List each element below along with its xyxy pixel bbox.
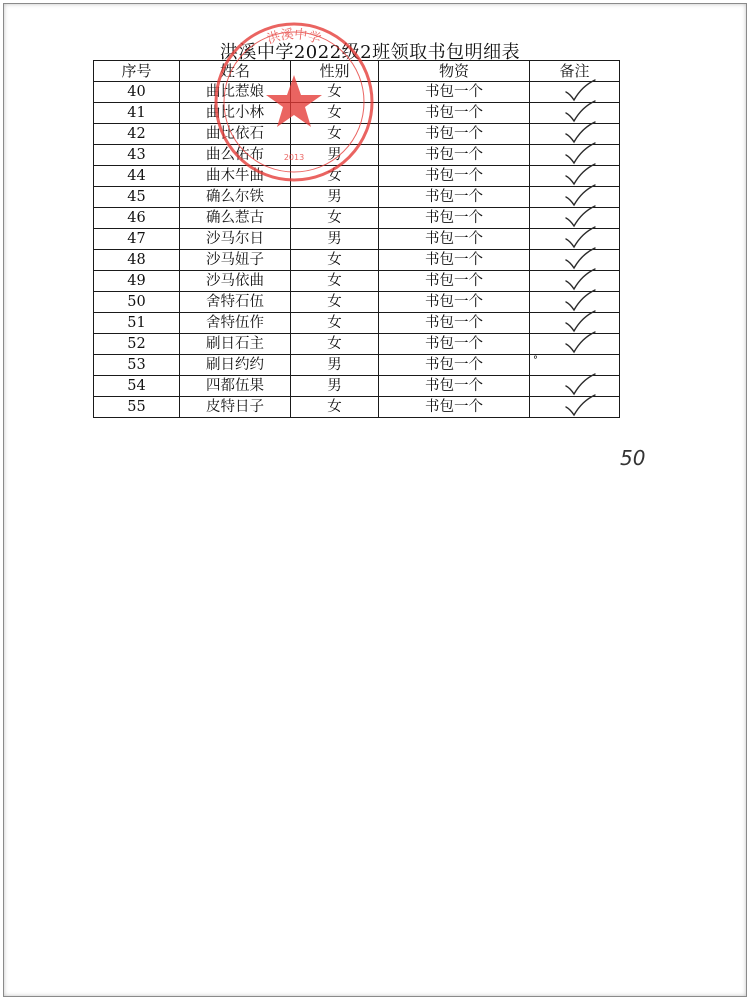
cell-sex: 男 xyxy=(291,376,379,397)
cell-sex: 女 xyxy=(291,292,379,313)
cell-sex: 女 xyxy=(291,208,379,229)
table-row xyxy=(94,376,620,397)
cell-no: 45 xyxy=(94,187,180,208)
cell-no: 40 xyxy=(94,82,180,103)
header-name: 姓名 xyxy=(180,61,291,82)
cell-item: 书包一个 xyxy=(379,250,530,271)
cell-note xyxy=(530,334,620,355)
table-row xyxy=(94,187,620,208)
header-no: 序号 xyxy=(94,61,180,82)
header-item: 物资 xyxy=(379,61,530,82)
table-row xyxy=(94,397,620,418)
handwritten-total: 50 xyxy=(620,446,646,470)
cell-no: 42 xyxy=(94,124,180,145)
table-row xyxy=(94,229,620,250)
cell-sex: 女 xyxy=(291,313,379,334)
cell-item: 书包一个 xyxy=(379,124,530,145)
cell-name: 曲木牛曲 xyxy=(180,166,291,187)
cell-no: 50 xyxy=(94,292,180,313)
cell-name: 曲比依石 xyxy=(180,124,291,145)
cell-no: 54 xyxy=(94,376,180,397)
cell-no: 48 xyxy=(94,250,180,271)
cell-item: 书包一个 xyxy=(379,187,530,208)
svg-text:洪溪中学 xyxy=(265,26,323,47)
cell-sex: 男 xyxy=(291,355,379,376)
cell-no: 41 xyxy=(94,103,180,124)
cell-name: 皮特日子 xyxy=(180,397,291,418)
table-row xyxy=(94,250,620,271)
table-row xyxy=(94,334,620,355)
check-mark-icon xyxy=(564,393,596,419)
cell-item: 书包一个 xyxy=(379,397,530,418)
dot-mark-icon: ° xyxy=(533,355,538,366)
cell-name: 沙马妞子 xyxy=(180,250,291,271)
cell-item: 书包一个 xyxy=(379,334,530,355)
cell-no: 44 xyxy=(94,166,180,187)
seal-text: 洪溪中学 xyxy=(265,27,323,48)
cell-item: 书包一个 xyxy=(379,145,530,166)
seal-year: 2013 xyxy=(283,153,305,162)
cell-sex: 女 xyxy=(291,103,379,124)
cell-name: 四都伍果 xyxy=(180,376,291,397)
cell-no: 49 xyxy=(94,271,180,292)
cell-sex: 男 xyxy=(291,229,379,250)
cell-item: 书包一个 xyxy=(379,355,530,376)
cell-item: 书包一个 xyxy=(379,271,530,292)
cell-item: 书包一个 xyxy=(379,166,530,187)
cell-item: 书包一个 xyxy=(379,82,530,103)
cell-item: 书包一个 xyxy=(379,103,530,124)
table-row xyxy=(94,292,620,313)
cell-name: 刷日约约 xyxy=(180,355,291,376)
document-title: 洪溪中学2022级2班领取书包明细表 xyxy=(219,42,521,63)
cell-item: 书包一个 xyxy=(379,208,530,229)
cell-no: 47 xyxy=(94,229,180,250)
cell-sex: 女 xyxy=(291,271,379,292)
cell-sex: 女 xyxy=(291,334,379,355)
cell-name: 舍特石伍 xyxy=(180,292,291,313)
cell-sex: 男 xyxy=(291,187,379,208)
cell-sex: 女 xyxy=(291,250,379,271)
cell-item: 书包一个 xyxy=(379,229,530,250)
cell-name: 确么惹古 xyxy=(180,208,291,229)
cell-no: 51 xyxy=(94,313,180,334)
table-row xyxy=(94,208,620,229)
star-icon xyxy=(266,75,322,127)
cell-no: 55 xyxy=(94,397,180,418)
cell-note xyxy=(530,397,620,418)
cell-no: 46 xyxy=(94,208,180,229)
header-sex: 性别 xyxy=(291,61,379,82)
header-note: 备注 xyxy=(530,61,620,82)
cell-no: 53 xyxy=(94,355,180,376)
cell-item: 书包一个 xyxy=(379,376,530,397)
cell-name: 刷日石主 xyxy=(180,334,291,355)
cell-name: 曲么佑布 xyxy=(180,145,291,166)
cell-item: 书包一个 xyxy=(379,292,530,313)
cell-name: 沙马尔日 xyxy=(180,229,291,250)
cell-name: 曲比惹娘 xyxy=(180,82,291,103)
school-seal xyxy=(212,20,377,185)
cell-name: 沙马依曲 xyxy=(180,271,291,292)
cell-sex: 女 xyxy=(291,166,379,187)
cell-sex: 女 xyxy=(291,82,379,103)
table-row xyxy=(94,271,620,292)
cell-name: 确么尔铁 xyxy=(180,187,291,208)
cell-sex: 男 xyxy=(291,145,379,166)
check-mark-icon xyxy=(564,330,596,356)
table-row xyxy=(94,313,620,334)
cell-name: 曲比小林 xyxy=(180,103,291,124)
cell-sex: 女 xyxy=(291,397,379,418)
cell-name: 舍特伍作 xyxy=(180,313,291,334)
cell-sex: 女 xyxy=(291,124,379,145)
table-row xyxy=(94,355,620,376)
cell-no: 52 xyxy=(94,334,180,355)
cell-item: 书包一个 xyxy=(379,313,530,334)
cell-no: 43 xyxy=(94,145,180,166)
